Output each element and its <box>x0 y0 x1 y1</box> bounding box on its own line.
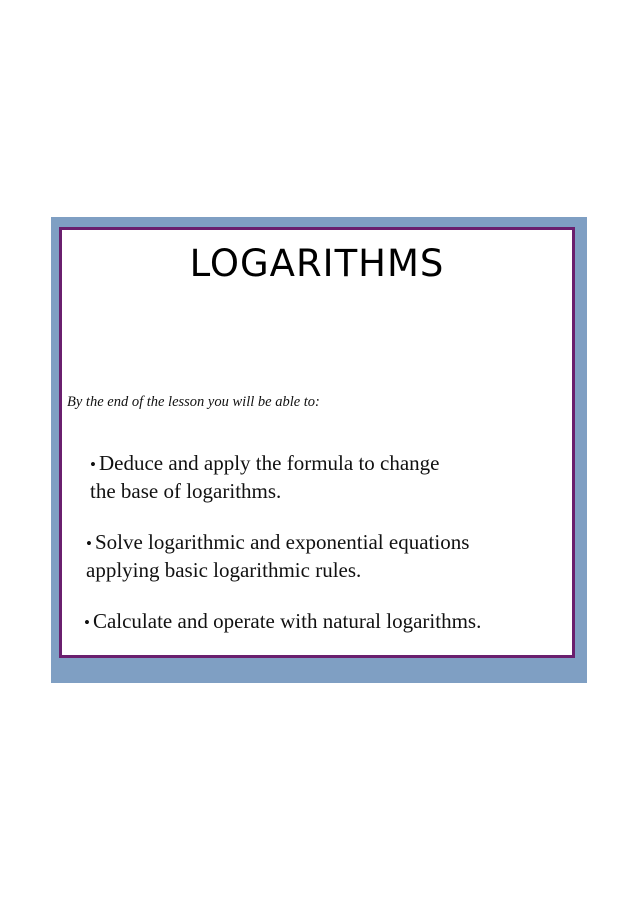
objective-item <box>86 529 469 583</box>
objective-line: Solve logarithmic and exponential equations <box>94 530 470 554</box>
slide-card <box>59 227 575 658</box>
objective-line: Deduce and apply the formula to change <box>98 451 440 475</box>
page-title: LOGARITHMS <box>189 242 445 285</box>
objective-line: applying basic logarithmic rules. <box>86 558 362 582</box>
objective-line: the base of logarithms. <box>90 479 282 503</box>
objective-item <box>90 450 440 504</box>
bullet-icon: • <box>86 534 92 553</box>
bullet-icon: • <box>90 455 96 474</box>
intro-text: By the end of the lesson you will be able to: <box>67 394 320 410</box>
objective-line: Calculate and operate with natural logarithms. <box>92 609 482 633</box>
slide-frame <box>51 217 587 683</box>
bullet-icon: • <box>84 613 90 632</box>
objective-item <box>84 608 481 636</box>
